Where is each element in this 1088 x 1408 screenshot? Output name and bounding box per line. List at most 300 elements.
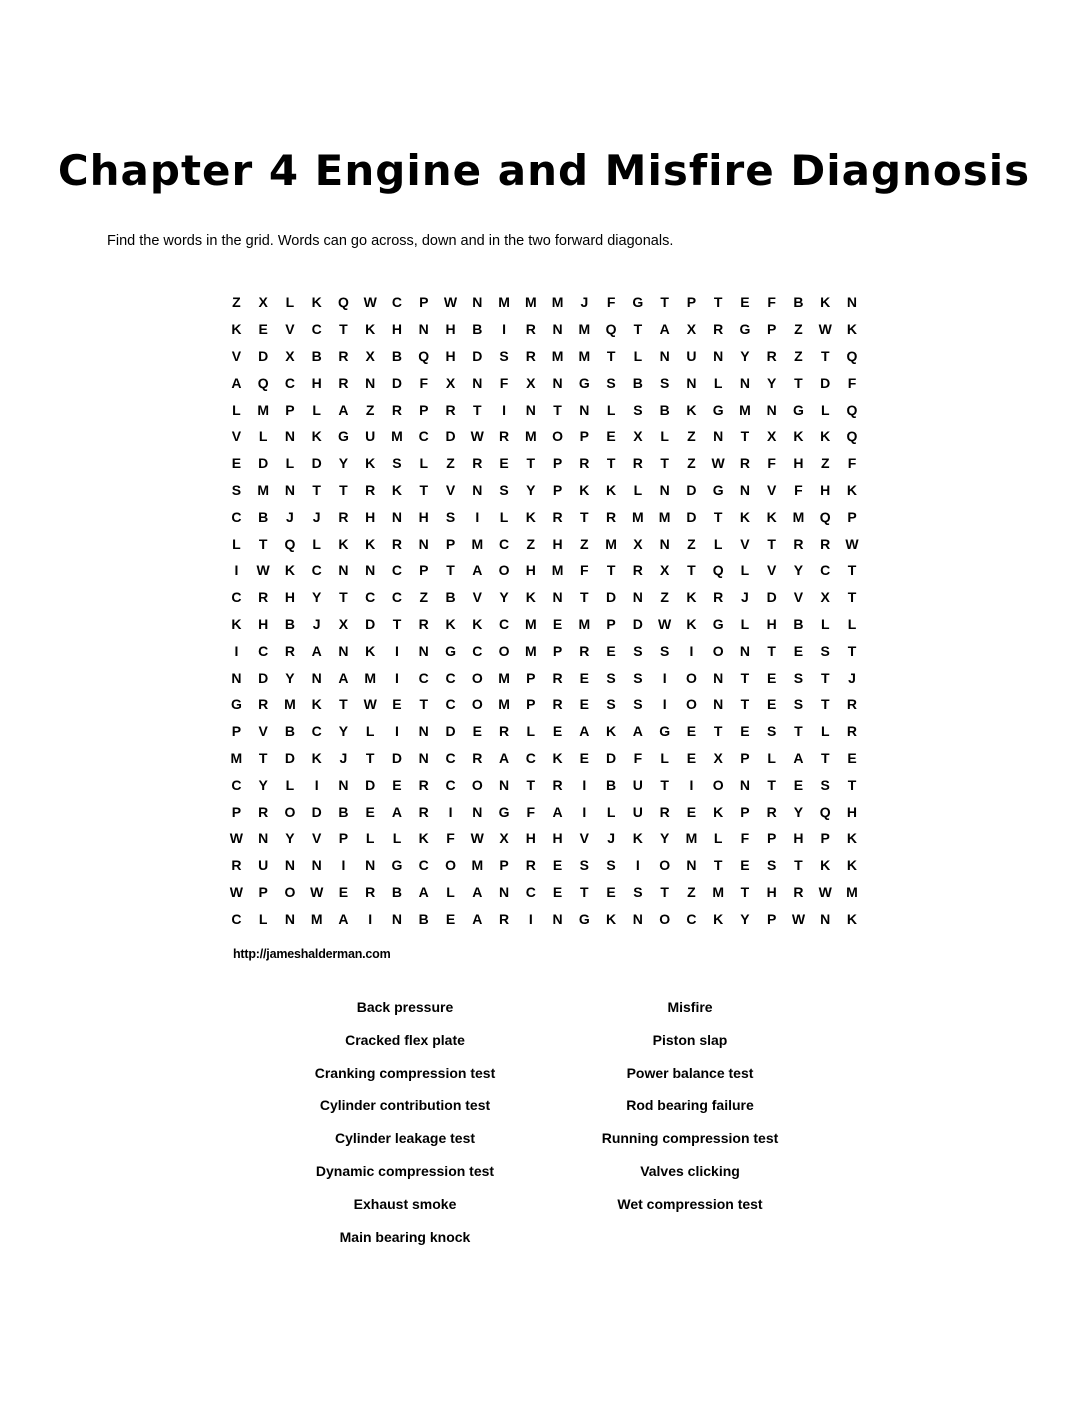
grid-cell: T [339,321,348,338]
grid-cell: K [445,615,456,632]
word-list-item: Dynamic compression test [315,1162,495,1179]
grid-cell: I [368,910,373,927]
grid-cell: K [713,803,724,820]
grid-cell: P [285,401,295,418]
grid-cell: U [632,803,643,820]
grid-cell: V [740,535,750,552]
grid-cell: L [820,615,830,632]
grid-cell: F [499,374,509,391]
grid-cell: E [740,857,750,874]
grid-cell: E [793,776,804,793]
grid-cell: E [579,696,589,713]
grid-cell: V [579,830,589,847]
grid-cell: S [633,642,643,659]
grid-cell: T [258,535,268,552]
grid-cell: X [445,374,456,391]
grid-cell: I [234,642,239,659]
grid-cell: T [553,401,562,418]
grid-cell: T [606,455,616,472]
grid-cell: A [338,669,349,686]
grid-cell: E [847,749,857,766]
grid-cell: W [845,535,859,552]
grid-cell: D [606,749,617,766]
grid-cell: C [445,776,456,793]
grid-cell: S [820,776,830,793]
grid-cell: L [312,401,321,418]
grid-cell: Z [419,589,429,606]
grid-cell: K [311,696,322,713]
grid-cell: R [258,589,269,606]
grid-cell: T [580,589,589,606]
grid-cell: Z [687,535,696,552]
grid-cell: N [472,803,483,820]
grid-cell: O [659,857,671,874]
grid-cell: D [365,615,376,632]
grid-cell: S [606,374,616,391]
grid-cell: N [632,910,643,927]
grid-cell: N [659,347,670,364]
grid-cell: B [391,883,403,900]
grid-cell: X [633,535,643,552]
grid-cell: P [499,857,509,874]
grid-cell: S [793,669,804,686]
grid-cell: E [740,723,750,740]
grid-cell: R [579,642,590,659]
word-list-item: Power balance test [626,1064,754,1081]
grid-cell: D [445,723,456,740]
grid-cell: L [446,883,455,900]
grid-cell: L [258,910,268,927]
grid-cell: N [391,508,403,525]
grid-cell: Y [526,481,536,498]
grid-cell: Y [740,347,750,364]
grid-cell: E [793,642,804,659]
grid-cell: R [552,508,563,525]
grid-cell: T [526,455,536,472]
grid-cell: W [443,294,458,311]
grid-cell: F [446,830,455,847]
grid-cell: M [364,669,377,686]
grid-cell: L [606,803,616,820]
grid-cell: L [232,535,241,552]
grid-cell: L [767,749,776,766]
grid-cell: Y [285,669,295,686]
grid-cell: W [310,883,324,900]
grid-cell: T [740,669,750,686]
grid-cell: G [338,428,349,445]
grid-cell: J [312,615,321,632]
grid-cell: N [713,669,724,686]
grid-cell: W [256,562,270,579]
word-search-grid [223,289,865,932]
grid-cell: L [606,401,616,418]
grid-cell: B [311,347,322,364]
grid-cell: K [793,428,804,445]
grid-cell: N [525,401,536,418]
grid-cell: Q [819,803,831,820]
grid-cell: V [312,830,322,847]
grid-cell: E [579,749,589,766]
grid-cell: I [689,776,694,793]
grid-cell: H [391,321,403,338]
grid-cell: N [338,776,349,793]
grid-cell: C [498,535,510,552]
grid-cell: I [689,642,694,659]
word-list-item: Piston slap [652,1031,728,1048]
grid-cell: J [741,589,749,606]
grid-cell: H [445,347,456,364]
grid-cell: Y [740,910,750,927]
grid-cell: D [311,455,322,472]
grid-cell: R [739,455,750,472]
grid-cell: A [472,562,483,579]
grid-cell: L [232,401,241,418]
grid-cell: E [392,776,402,793]
grid-cell: T [660,455,669,472]
grid-cell: T [312,481,321,498]
grid-cell: S [633,669,643,686]
grid-cell: J [848,669,856,686]
grid-cell: K [846,321,858,338]
grid-cell: B [793,294,804,311]
grid-cell: T [258,749,268,766]
grid-cell: I [234,562,239,579]
grid-cell: H [552,830,563,847]
grid-cell: E [767,669,777,686]
grid-cell: D [258,669,269,686]
grid-cell: K [365,321,376,338]
grid-cell: T [767,776,776,793]
grid-cell: N [820,910,831,927]
grid-cell: N [713,428,724,445]
grid-cell: O [471,696,483,713]
grid-cell: P [231,803,242,820]
grid-cell: E [231,455,242,472]
grid-cell: E [579,669,589,686]
grid-cell: M [551,562,564,579]
grid-cell: T [339,696,348,713]
grid-cell: G [793,401,804,418]
grid-cell: C [418,669,429,686]
page-title: Chapter 4 Engine and Misfire Diagnosis [57,146,1031,195]
grid-cell: R [552,669,563,686]
grid-cell: P [847,508,857,525]
grid-cell: Z [794,321,803,338]
word-list-item: Exhaust smoke [353,1195,457,1212]
grid-cell: T [713,508,723,525]
grid-cell: M [471,857,484,874]
grid-cell: N [846,294,858,311]
grid-cell: N [418,321,429,338]
grid-cell: Z [580,535,589,552]
grid-cell: K [846,481,858,498]
grid-cell: N [284,857,295,874]
grid-cell: R [498,910,510,927]
grid-cell: E [258,321,268,338]
grid-cell: F [767,294,776,311]
grid-cell: D [766,589,777,606]
grid-cell: N [231,669,242,686]
grid-cell: X [338,615,349,632]
grid-cell: N [498,776,510,793]
grid-cell: R [552,696,563,713]
grid-cell: R [418,615,429,632]
grid-cell: M [498,294,510,311]
grid-cell: U [686,347,697,364]
grid-cell: H [525,830,536,847]
grid-cell: N [365,562,376,579]
grid-cell: J [312,508,321,525]
grid-cell: W [229,883,243,900]
grid-cell: P [419,294,429,311]
grid-cell: R [606,508,617,525]
grid-cell: N [311,857,322,874]
grid-cell: N [739,776,750,793]
word-list-left-column [240,991,570,1253]
grid-cell: Q [418,347,430,364]
grid-cell: V [472,589,482,606]
grid-cell: L [285,455,295,472]
grid-cell: K [739,508,750,525]
grid-cell: F [847,374,857,391]
grid-cell: P [526,696,536,713]
grid-cell: D [311,803,322,820]
grid-cell: R [498,723,510,740]
grid-cell: M [257,401,269,418]
grid-cell: C [418,857,429,874]
grid-cell: M [498,669,510,686]
grid-cell: S [659,374,670,391]
grid-cell: O [471,669,483,686]
grid-cell: K [231,615,242,632]
grid-cell: P [338,830,349,847]
grid-cell: N [686,374,697,391]
grid-cell: Y [659,830,670,847]
grid-cell: Q [338,294,349,311]
grid-cell: N [311,669,322,686]
grid-cell: T [392,615,402,632]
grid-cell: O [712,642,724,659]
grid-cell: C [418,428,429,445]
grid-cell: S [499,347,509,364]
grid-cell: K [606,723,617,740]
grid-cell: P [579,428,589,445]
grid-cell: H [525,562,536,579]
grid-cell: D [258,455,269,472]
grid-cell: P [258,883,268,900]
grid-cell: R [498,428,510,445]
grid-cell: N [739,374,750,391]
grid-cell: I [448,803,453,820]
grid-cell: Q [846,401,858,418]
grid-cell: Y [338,455,349,472]
grid-cell: L [526,723,536,740]
grid-cell: O [284,803,296,820]
grid-cell: F [740,830,750,847]
grid-cell: P [740,803,750,820]
grid-cell: Q [712,562,724,579]
grid-cell: Y [312,589,322,606]
grid-cell: M [685,830,698,847]
grid-cell: W [791,910,806,927]
grid-cell: C [525,749,536,766]
grid-cell: T [713,723,723,740]
grid-cell: I [395,723,399,740]
grid-cell: L [633,347,643,364]
grid-cell: R [391,401,403,418]
grid-cell: G [659,723,671,740]
grid-cell: P [419,562,429,579]
grid-cell: R [365,883,376,900]
grid-cell: Y [793,803,804,820]
grid-cell: M [310,910,323,927]
grid-cell: C [391,562,403,579]
grid-cell: W [363,294,377,311]
grid-cell: R [525,347,536,364]
grid-cell: R [793,535,804,552]
grid-cell: X [633,428,643,445]
grid-cell: E [552,723,563,740]
grid-cell: J [286,508,294,525]
grid-cell: Y [285,830,295,847]
grid-cell: P [606,615,616,632]
grid-cell: R [472,455,483,472]
grid-cell: K [820,857,831,874]
word-list-item: Back pressure [356,999,454,1015]
grid-cell: R [659,803,670,820]
grid-cell: T [740,696,750,713]
grid-cell: W [818,883,832,900]
grid-cell: T [847,776,857,793]
grid-cell: D [391,374,403,391]
grid-cell: O [498,562,510,579]
grid-cell: T [794,857,803,874]
grid-cell: P [740,749,750,766]
grid-cell: S [767,857,777,874]
grid-cell: C [686,910,697,927]
grid-cell: E [552,615,563,632]
grid-cell: K [525,508,536,525]
grid-cell: T [713,857,723,874]
grid-cell: S [659,642,670,659]
word-list-item: Cylinder leakage test [334,1130,476,1147]
word-list-item: Cracked flex plate [345,1031,465,1048]
grid-cell: N [258,830,269,847]
grid-cell: L [740,615,750,632]
grid-cell: R [820,535,831,552]
grid-cell: O [659,910,671,927]
grid-cell: R [525,321,536,338]
grid-cell: L [285,776,295,793]
grid-cell: S [231,481,242,498]
grid-cell: E [767,696,777,713]
grid-cell: K [472,615,483,632]
grid-cell: E [552,857,563,874]
grid-cell: S [392,455,402,472]
grid-cell: M [524,615,537,632]
word-list-item: Running compression test [601,1130,779,1147]
grid-cell: L [258,428,268,445]
grid-cell: I [635,857,640,874]
grid-cell: C [391,589,403,606]
grid-cell: Z [446,455,455,472]
grid-cell: L [419,455,429,472]
grid-cell: T [820,669,830,686]
grid-cell: K [284,562,295,579]
grid-cell: B [338,803,349,820]
grid-cell: T [419,481,429,498]
grid-cell: K [846,830,858,847]
grid-cell: D [284,749,295,766]
grid-cell: S [633,883,643,900]
grid-cell: G [739,321,751,338]
grid-cell: L [713,535,723,552]
grid-cell: I [528,910,533,927]
grid-cell: K [713,910,724,927]
grid-cell: H [793,455,804,472]
grid-cell: T [794,374,803,391]
grid-cell: B [472,321,483,338]
grid-cell: U [632,776,643,793]
grid-cell: G [391,857,403,874]
grid-cell: K [552,749,563,766]
grid-cell: H [846,803,858,820]
grid-cell: S [606,669,616,686]
grid-cell: H [793,830,804,847]
grid-cell: T [339,589,348,606]
grid-cell: G [712,401,724,418]
grid-cell: N [659,481,670,498]
grid-cell: G [712,615,724,632]
grid-cell: L [392,830,402,847]
grid-cell: R [766,347,777,364]
grid-cell: O [685,669,697,686]
grid-cell: X [285,347,295,364]
grid-cell: Z [232,294,241,311]
grid-cell: P [767,830,777,847]
grid-cell: R [445,401,456,418]
grid-cell: D [391,749,403,766]
grid-cell: I [395,669,399,686]
word-list-item: Rod bearing failure [626,1097,754,1114]
grid-cell: E [606,642,616,659]
grid-cell: R [766,803,777,820]
grid-cell: X [365,347,375,364]
grid-cell: G [632,294,644,311]
grid-cell: N [365,857,376,874]
word-list-item: Valves clicking [640,1162,740,1179]
grid-cell: R [552,776,563,793]
grid-cell: T [633,321,643,338]
grid-cell: A [632,723,643,740]
grid-cell: S [820,642,830,659]
grid-cell: A [552,803,563,820]
grid-cell: I [502,321,506,338]
grid-cell: F [794,481,803,498]
grid-cell: P [767,321,777,338]
grid-cell: A [579,723,590,740]
grid-cell: Z [820,455,830,472]
grid-cell: K [846,857,858,874]
grid-cell: Y [338,723,349,740]
grid-cell: C [231,910,242,927]
grid-cell: M [551,294,564,311]
grid-cell: D [365,776,376,793]
grid-cell: N [418,749,429,766]
grid-cell: T [446,562,455,579]
grid-cell: R [284,642,295,659]
grid-cell: F [526,803,536,820]
